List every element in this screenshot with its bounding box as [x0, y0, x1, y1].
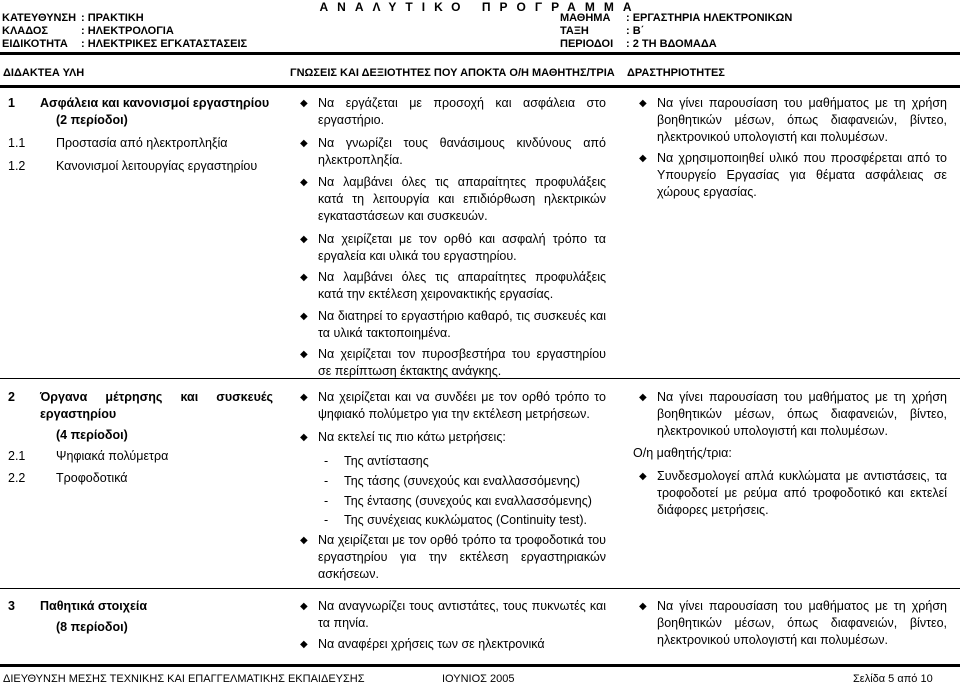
skill-item: ◆ Να εργάζεται με προσοχή και ασφάλεια στο εργαστήριο.	[300, 96, 606, 127]
footer-page-number: Σελίδα 5 από 10	[853, 673, 933, 685]
footer-left: ΔΙΕΥΘΥΝΣΗ ΜΕΣΗΣ ΤΕΧΝΙΚΗΣ ΚΑΙ ΕΠΑΓΓΕΛΜΑΤΙΚΗΣ ΕΚΠΑΙΔΕΥΣΗΣ	[3, 673, 365, 685]
sub-title: Κανονισμοί λειτουργίας εργαστηρίου	[56, 159, 258, 173]
activity-item: ◆ Να γίνει παρουσίαση του μαθήματος με τη χρήση βοηθητικών μέσων, όπως διαφανειών, βίντεο, ηλεκτρονικού υπολογιστή και πολυμέσων.	[639, 96, 947, 144]
header-left	[2, 12, 247, 51]
page-title: ΑΝΑΛΥΤΙΚΟ ΠΡΟΓΡΑΜΜΑ	[319, 0, 641, 14]
sub-title: Τροφοδοτικά	[56, 471, 128, 485]
bullet-icon: ◆	[300, 432, 308, 443]
header-divider	[0, 52, 960, 55]
section-1-material	[8, 95, 273, 175]
section-3-material	[8, 598, 273, 636]
periodoi-value: : 2 ΤΗ ΒΔΟΜΑΔΑ	[626, 38, 717, 50]
bullet-icon: ◆	[300, 349, 308, 360]
columns-divider	[0, 85, 960, 88]
bullet-icon: ◆	[639, 601, 647, 612]
skill-item: ◆ Να χειρίζεται με τον ορθό τρόπο τα τροφοδοτικά του εργαστηρίου για την εκτέλεση εργαστηριακών ασκήσεων.	[300, 533, 606, 581]
skill-item: ◆ Να χειρίζεται τον πυροσβεστήρα του εργαστηρίου σε περίπτωση έκτακτης ανάγκης.	[300, 347, 606, 378]
bullet-icon: ◆	[300, 535, 308, 546]
measure-item: - Της αντίστασης	[324, 454, 429, 468]
section-number: 3	[8, 599, 15, 613]
section-periods: (4 περίοδοι)	[56, 428, 128, 442]
footer-date: ΙΟΥΝΙΟΣ 2005	[442, 673, 515, 685]
sub-number: 1.1	[8, 136, 26, 150]
section-title: Παθητικά στοιχεία	[40, 599, 148, 613]
activity-item: ◆ Να χρησιμοποιηθεί υλικό που προσφέρεται από το Υπουργείο Εργασίας για θέματα ασφάλειας σε χώρους εργασίας.	[639, 151, 947, 199]
activity-item: ◆ Να γίνει παρουσίαση του μαθήματος με τη χρήση βοηθητικών μέσων, όπως διαφανειών, βίντεο, ηλεκτρονικού υπολογιστή και πολυμέσων.	[639, 390, 947, 438]
sub-number: 1.2	[8, 159, 26, 173]
section-number: 2	[8, 390, 15, 404]
column-header-skills: ΓΝΩΣΕΙΣ ΚΑΙ ΔΕΞΙΟΤΗΤΕΣ ΠΟΥ ΑΠΟΚΤΑ Ο/Η ΜΑΘΗΤΗΣ/ΤΡΙΑ	[290, 67, 615, 79]
sub-title: Προστασία από ηλεκτροπληξία	[56, 136, 228, 150]
bullet-icon: ◆	[300, 392, 308, 403]
bullet-icon: ◆	[300, 639, 308, 650]
bullet-icon: ◆	[300, 138, 308, 149]
mathima-label: ΜΑΘΗΜΑ	[560, 12, 611, 24]
sub-number: 2.1	[8, 449, 26, 463]
periodoi-label: ΠΕΡΙΟΔΟΙ	[560, 38, 614, 50]
klados-value: : ΗΛΕΚΤΡΟΛΟΓΙΑ	[81, 25, 174, 37]
skill-item: ◆ Να λαμβάνει όλες τις απαραίτητες προφυλάξεις κατά την εκτέλεση χειρονακτικής εργασίας.	[300, 270, 606, 301]
section-number: 1	[8, 96, 15, 110]
skill-item: ◆ Να αναγνωρίζει τους αντιστάτες, τους πυκνωτές και τα πηνία.	[300, 599, 606, 630]
column-header-activities: ΔΡΑΣΤΗΡΙΟΤΗΤΕΣ	[627, 67, 725, 79]
section-divider	[0, 588, 960, 589]
bullet-icon: ◆	[639, 153, 647, 164]
eidikotita-label: ΕΙΔΙΚΟΤΗΤΑ	[2, 38, 68, 50]
mathima-value: : ΕΡΓΑΣΤΗΡΙΑ ΗΛΕΚΤΡΟΝΙΚΩΝ	[626, 12, 793, 24]
section-divider	[0, 378, 960, 379]
footer-divider	[0, 664, 960, 667]
skill-item: ◆ Να χειρίζεται και να συνδέει με τον ορθό τρόπο το ψηφιακό πολύμετρο για την εκτέλεση μετρήσεων.	[300, 390, 606, 421]
bullet-icon: ◆	[300, 234, 308, 245]
skill-item: ◆ Να διατηρεί το εργαστήριο καθαρό, τις συσκευές και τα υλικά τακτοποιημένα.	[300, 309, 606, 340]
bullet-icon: ◆	[300, 177, 308, 188]
bullet-icon: ◆	[639, 98, 647, 109]
sub-number: 2.2	[8, 471, 26, 485]
skill-item: ◆ Να γνωρίζει τους θανάσιμους κινδύνους από ηλεκτροπληξία.	[300, 136, 606, 167]
skill-item: ◆ Να αναφέρει χρήσεις των σε ηλεκτρονικά	[300, 637, 545, 651]
measure-item: - Της συνέχειας κυκλώματος (Continuity test).	[324, 513, 587, 527]
kateuthynsi-value: : ΠΡΑΚΤΙΚΗ	[81, 12, 144, 24]
section-periods: (2 περίοδοι)	[56, 113, 128, 127]
bullet-icon: ◆	[300, 601, 308, 612]
taxi-value: : Β΄	[626, 25, 645, 37]
bullet-icon: ◆	[300, 272, 308, 283]
taxi-label: ΤΑΞΗ	[560, 25, 589, 37]
measure-item: - Της τάσης (συνεχούς και εναλλασσόμενης)	[324, 474, 581, 488]
sub-title: Ψηφιακά πολύμετρα	[56, 449, 169, 463]
section-title: Ασφάλεια και κανονισμοί εργαστηρίου	[40, 96, 270, 110]
bullet-icon: ◆	[639, 471, 647, 482]
student-label: Ο/η μαθητής/τρια:	[633, 446, 732, 460]
measure-item: - Της έντασης (συνεχούς και εναλλασσόμενης)	[324, 494, 592, 508]
kateuthynsi-label: ΚΑΤΕΥΘΥΝΣΗ	[2, 12, 77, 24]
bullet-icon: ◆	[300, 311, 308, 322]
skill-item: ◆ Να χειρίζεται με τον ορθό και ασφαλή τρόπο τα εργαλεία και υλικά του εργαστηρίου.	[300, 232, 606, 263]
kladostitle-label: ΚΛΑΔΟΣ	[2, 25, 48, 37]
column-header-material: ΔΙΔΑΚΤΕΑ ΥΛΗ	[3, 67, 85, 79]
skill-item: ◆ Να λαμβάνει όλες τις απαραίτητες προφυλάξεις κατά τη λειτουργία και επιδιόρθωση ηλεκτρικών εγκαταστάσεων και συσκευών.	[300, 175, 606, 223]
section-2-material	[8, 389, 273, 487]
activity-item: ◆ Να γίνει παρουσίαση του μαθήματος με τη χρήση βοηθητικών μέσων, όπως διαφανειών, βίντεο, ηλεκτρονικού υπολογιστή και πολυμέσων.	[639, 599, 947, 647]
activity-item: ◆ Συνδεσμολογεί απλά κυκλώματα με αντιστάσεις, τα τροφοδοτεί με ρεύμα από τροφοδοτικό και εκτελεί διάφορες μετρήσεις.	[639, 469, 947, 517]
bullet-icon: ◆	[639, 392, 647, 403]
bullet-icon: ◆	[300, 98, 308, 109]
header-right	[560, 12, 792, 51]
skill-item: ◆ Να εκτελεί τις πιο κάτω μετρήσεις:	[300, 430, 506, 444]
section-periods: (8 περίοδοι)	[56, 620, 128, 634]
eidikotita-value: : ΗΛΕΚΤΡΙΚΕΣ ΕΓΚΑΤΑΣΤΑΣΕΙΣ	[81, 38, 248, 50]
section-title: Όργανα μέτρησης και συσκευές εργαστηρίου	[40, 390, 273, 421]
